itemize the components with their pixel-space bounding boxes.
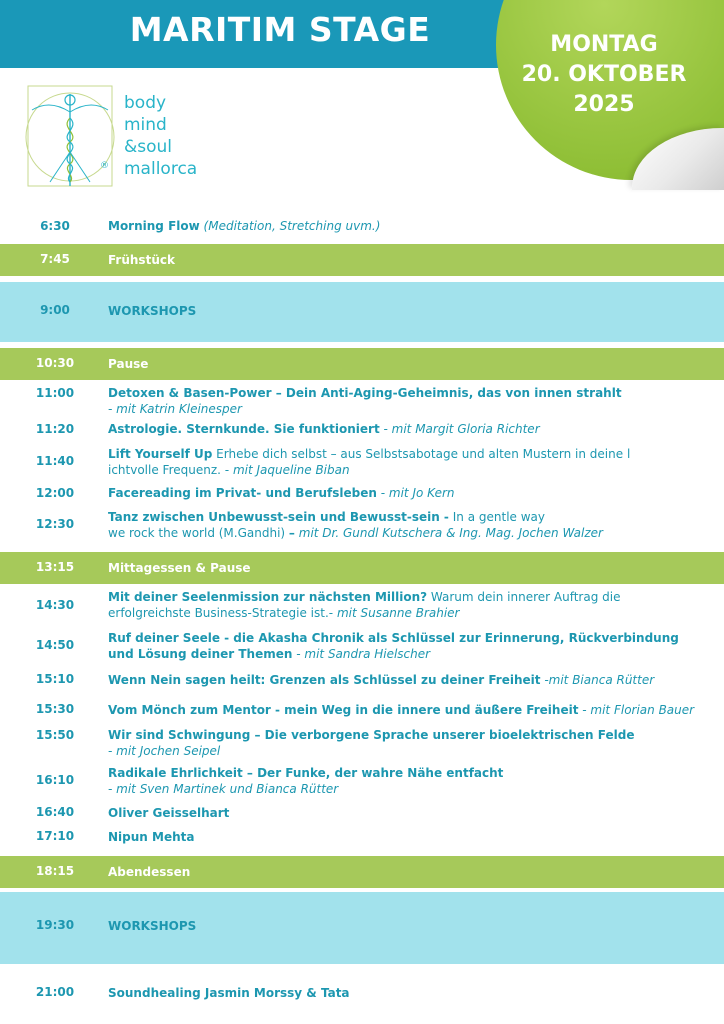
time-label: 12:00 bbox=[35, 486, 75, 500]
session-label bbox=[108, 385, 714, 417]
session-title: Pause bbox=[108, 357, 149, 371]
time-label: 18:15 bbox=[35, 864, 75, 878]
schedule-row-workshops bbox=[0, 282, 724, 342]
session-title: Detoxen & Basen-Power – Dein Anti-Aging-Geheimnis, das von innen strahlt bbox=[108, 386, 622, 400]
session-label bbox=[108, 446, 714, 478]
schedule-row-break bbox=[0, 856, 724, 888]
session-title-cont: und Lösung deiner Themen bbox=[108, 647, 293, 661]
time-label: 14:50 bbox=[35, 638, 75, 652]
session-title: Morning Flow bbox=[108, 219, 200, 233]
schedule-row bbox=[0, 384, 724, 418]
time-label: 16:10 bbox=[35, 773, 75, 787]
time-label: 13:15 bbox=[35, 560, 75, 574]
session-label bbox=[108, 727, 714, 759]
schedule-row bbox=[0, 628, 724, 664]
session-title: Nipun Mehta bbox=[108, 830, 195, 844]
time-label: 11:40 bbox=[35, 454, 75, 468]
time-label: 19:30 bbox=[35, 918, 75, 932]
session-title: WORKSHOPS bbox=[108, 304, 197, 318]
session-title: Wir sind Schwingung – Die verborgene Sprache unserer bioelektrischen Felde bbox=[108, 728, 635, 742]
time-label: 11:20 bbox=[35, 422, 75, 436]
session-label bbox=[108, 218, 714, 234]
session-description-cont: erfolgreichste Business-Strategie ist.- bbox=[108, 606, 334, 620]
time-label: 16:40 bbox=[35, 805, 75, 819]
schedule-row bbox=[0, 508, 724, 546]
time-label: 15:10 bbox=[35, 672, 75, 686]
page-title: MARITIM STAGE bbox=[129, 10, 431, 49]
schedule-row bbox=[0, 444, 724, 482]
time-label: 6:30 bbox=[40, 219, 70, 233]
time-label: 15:30 bbox=[35, 702, 75, 716]
time-label: 21:00 bbox=[35, 985, 75, 999]
schedule-row bbox=[0, 700, 724, 722]
session-title: Lift Yourself Up bbox=[108, 447, 213, 461]
session-title: Vom Mönch zum Mentor - mein Weg in die innere und äußere Freiheit bbox=[108, 703, 579, 717]
time-label: 17:10 bbox=[35, 829, 75, 843]
session-title: Oliver Geisselhart bbox=[108, 806, 230, 820]
session-speaker: - mit Florian Bauer bbox=[582, 703, 695, 717]
session-speaker: - mit Sandra Hielscher bbox=[296, 647, 431, 661]
session-speaker: - mit Jochen Seipel bbox=[108, 744, 221, 758]
session-speaker: - mit Katrin Kleinesper bbox=[108, 402, 242, 416]
session-title: Wenn Nein sagen heilt: Grenzen als Schlüssel zu deiner Freiheit bbox=[108, 673, 541, 687]
session-separator: – bbox=[288, 526, 295, 540]
session-title: Mit deiner Seelenmission zur nächsten Million? bbox=[108, 590, 428, 604]
session-speaker: -mit Bianca Rütter bbox=[544, 673, 655, 687]
session-speaker: - mit Jo Kern bbox=[380, 486, 455, 500]
session-note: (Meditation, Stretching uvm.) bbox=[203, 219, 381, 233]
session-title: Soundhealing Jasmin Morssy & Tata bbox=[108, 986, 350, 1000]
schedule-row bbox=[0, 484, 724, 506]
session-label bbox=[108, 630, 714, 662]
session-label bbox=[108, 509, 714, 541]
session-label bbox=[108, 765, 714, 797]
time-label: 12:30 bbox=[35, 517, 75, 531]
schedule-row-break bbox=[0, 348, 724, 380]
time-label: 7:45 bbox=[40, 252, 70, 266]
session-description: In a gentle way bbox=[452, 510, 545, 524]
brand-wordmark: body mind &soul mallorca bbox=[124, 93, 198, 179]
date-year: 2025 bbox=[573, 92, 635, 117]
session-label bbox=[108, 672, 714, 688]
schedule-row bbox=[0, 420, 724, 442]
session-label bbox=[108, 589, 714, 621]
session-description: Warum dein innerer Auftrag die bbox=[430, 590, 621, 604]
session-title: Radikale Ehrlichkeit – Der Funke, der wahre Nähe entfacht bbox=[108, 766, 504, 780]
session-description-cont: ichtvolle Frequenz. bbox=[108, 463, 221, 477]
schedule-row bbox=[0, 828, 724, 848]
schedule-row bbox=[0, 214, 724, 238]
session-label bbox=[108, 421, 714, 437]
session-title: Abendessen bbox=[108, 865, 191, 879]
schedule-row bbox=[0, 726, 724, 760]
session-speaker: - mit Margit Gloria Richter bbox=[383, 422, 540, 436]
session-title: Ruf deiner Seele - die Akasha Chronik als Schlüssel zur Erinnerung, Rückverbindung bbox=[108, 631, 679, 645]
session-label bbox=[108, 702, 714, 718]
session-description: Erhebe dich selbst – aus Selbstsabotage und alten Mustern in deine l bbox=[216, 447, 631, 461]
schedule-row bbox=[0, 670, 724, 692]
schedule-row bbox=[0, 764, 724, 800]
time-label: 9:00 bbox=[40, 303, 70, 317]
time-label: 14:30 bbox=[35, 598, 75, 612]
session-speaker: mit Dr. Gundl Kutschera & Ing. Mag. Jochen Walzer bbox=[298, 526, 603, 540]
session-speaker: - mit Sven Martinek und Bianca Rütter bbox=[108, 782, 339, 796]
session-speaker: - mit Jaqueline Biban bbox=[224, 463, 350, 477]
schedule-row-break bbox=[0, 244, 724, 276]
session-title: Tanz zwischen Unbewusst-sein und Bewusst-sein - bbox=[108, 510, 449, 524]
registered-mark: ® bbox=[100, 161, 109, 171]
session-description-cont: we rock the world (M.Gandhi) bbox=[108, 526, 286, 540]
time-label: 15:50 bbox=[35, 728, 75, 742]
date-date: 20. OKTOBER bbox=[521, 62, 687, 87]
schedule-row bbox=[0, 982, 724, 1004]
schedule-row-workshops bbox=[0, 892, 724, 964]
date-label bbox=[506, 30, 702, 120]
session-label bbox=[108, 485, 714, 501]
time-label: 10:30 bbox=[35, 356, 75, 370]
session-title: Frühstück bbox=[108, 253, 175, 267]
time-label: 11:00 bbox=[35, 386, 75, 400]
session-title: Mittagessen & Pause bbox=[108, 561, 251, 575]
session-title: Astrologie. Sternkunde. Sie funktioniert bbox=[108, 422, 380, 436]
session-title: Facereading im Privat- und Berufsleben bbox=[108, 486, 377, 500]
session-title: WORKSHOPS bbox=[108, 919, 197, 933]
schedule-row bbox=[0, 588, 724, 624]
session-speaker: mit Susanne Brahier bbox=[336, 606, 460, 620]
schedule-row bbox=[0, 804, 724, 824]
schedule-row-break bbox=[0, 552, 724, 584]
date-day: MONTAG bbox=[550, 32, 658, 57]
